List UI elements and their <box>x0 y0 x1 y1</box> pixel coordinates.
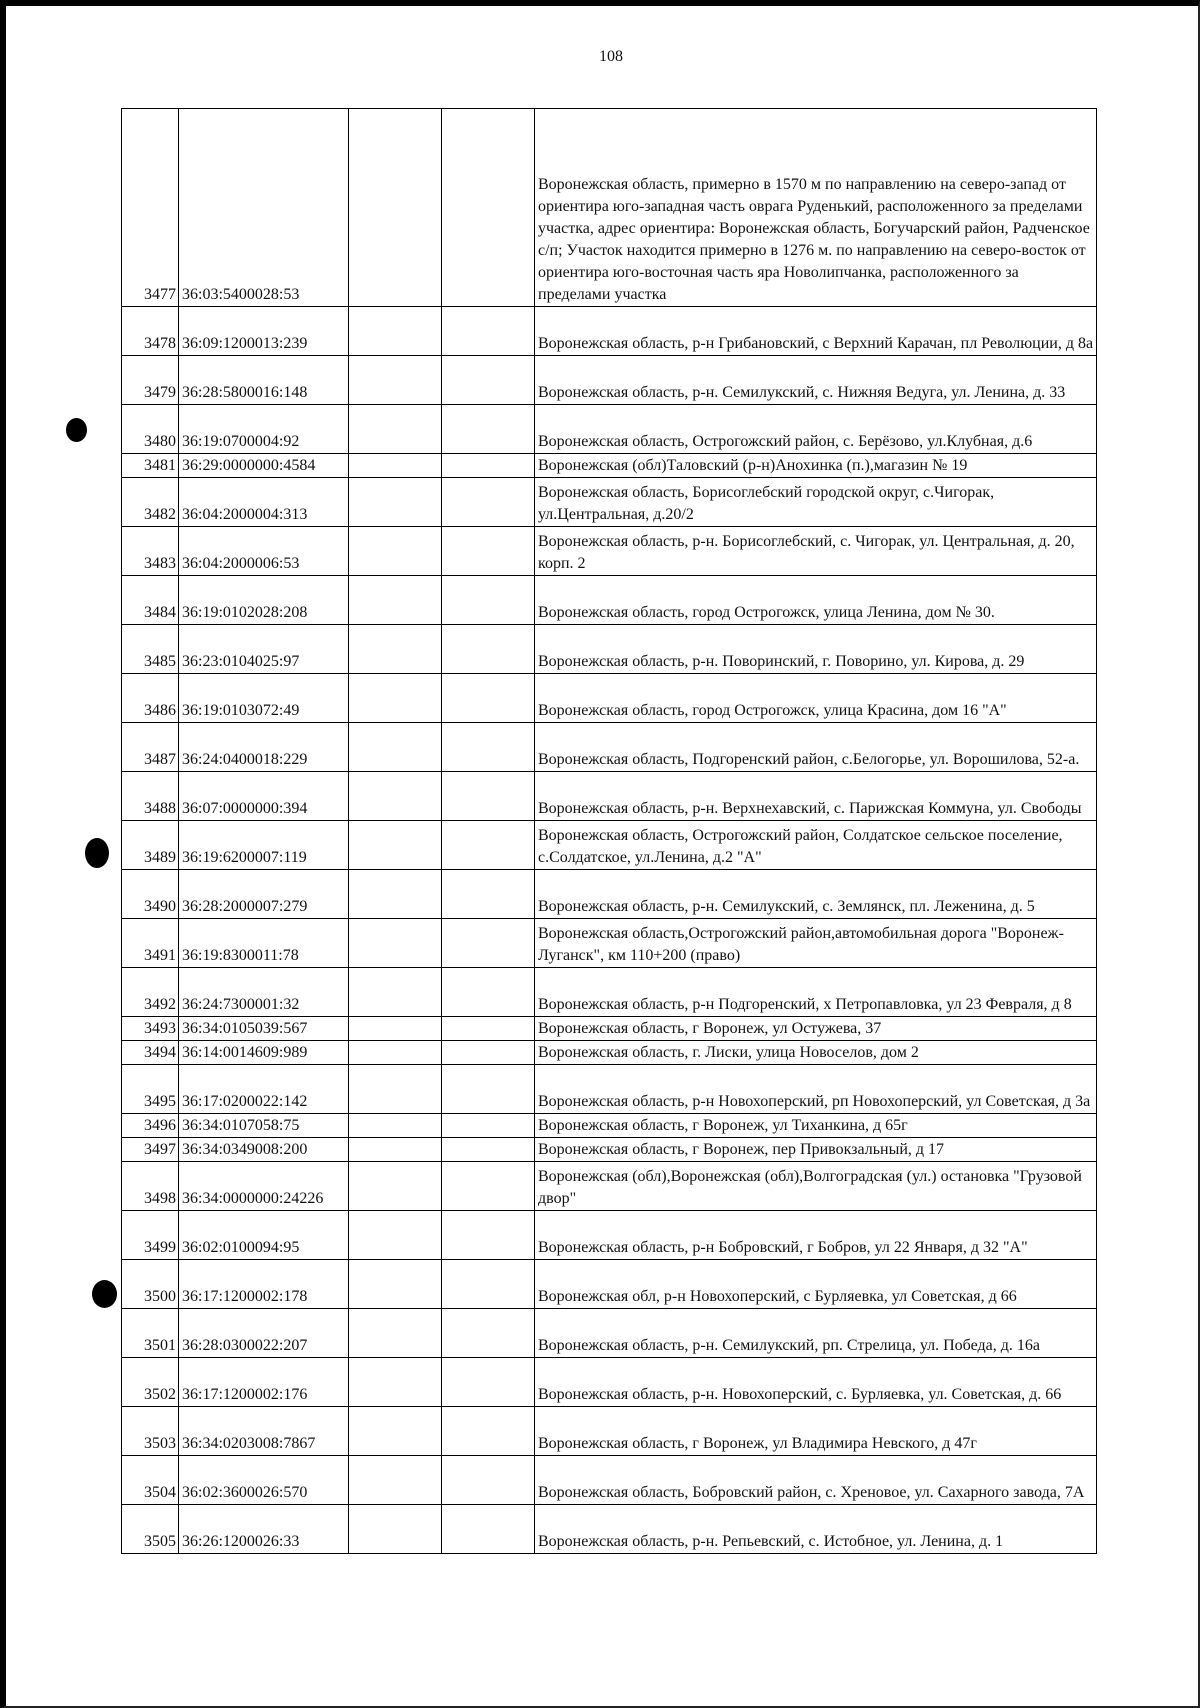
empty-cell <box>349 405 442 454</box>
cadastral-number: 36:28:5800016:148 <box>179 356 349 405</box>
table-row <box>122 1407 1097 1456</box>
cadastral-number: 36:28:0300022:207 <box>179 1309 349 1358</box>
empty-cell <box>349 1407 442 1456</box>
address-cell: Воронежская область, г Воронеж, ул Тиханкина, д 65г <box>535 1114 1097 1138</box>
address-cell: Воронежская область, г Воронеж, пер Привокзальный, д 17 <box>535 1138 1097 1162</box>
row-number: 3487 <box>122 723 179 772</box>
address-cell: Воронежская область, Бобровский район, с. Хреновое, ул. Сахарного завода, 7А <box>535 1456 1097 1505</box>
cadastral-number: 36:03:5400028:53 <box>179 109 349 307</box>
address-cell: Воронежская область, г Воронеж, ул Владимира Невского, д 47г <box>535 1407 1097 1456</box>
empty-cell <box>349 1358 442 1407</box>
empty-cell <box>442 1358 535 1407</box>
table-row <box>122 919 1097 968</box>
empty-cell <box>349 1456 442 1505</box>
table-row <box>122 1114 1097 1138</box>
table-row <box>122 1041 1097 1065</box>
cadastral-number: 36:28:2000007:279 <box>179 870 349 919</box>
row-number: 3479 <box>122 356 179 405</box>
address-cell: Воронежская область, Подгоренский район, с.Белогорье, ул. Ворошилова, 52-а. <box>535 723 1097 772</box>
row-number: 3505 <box>122 1505 179 1554</box>
empty-cell <box>349 723 442 772</box>
row-number: 3497 <box>122 1138 179 1162</box>
row-number: 3492 <box>122 968 179 1017</box>
table-row <box>122 109 1097 307</box>
cadastral-number: 36:02:0100094:95 <box>179 1211 349 1260</box>
cadastral-number: 36:19:0102028:208 <box>179 576 349 625</box>
table-row <box>122 454 1097 478</box>
row-number: 3496 <box>122 1114 179 1138</box>
empty-cell <box>349 1114 442 1138</box>
row-number: 3488 <box>122 772 179 821</box>
address-cell: Воронежская область, р-н. Репьевский, с. Истобное, ул. Ленина, д. 1 <box>535 1505 1097 1554</box>
table-row <box>122 1138 1097 1162</box>
address-cell: Воронежская область, г Воронеж, ул Остужева, 37 <box>535 1017 1097 1041</box>
empty-cell <box>349 478 442 527</box>
address-cell: Воронежская область, р-н. Новохоперский, с. Бурляевка, ул. Советская, д. 66 <box>535 1358 1097 1407</box>
cadastral-number: 36:04:2000006:53 <box>179 527 349 576</box>
table-row <box>122 1358 1097 1407</box>
cadastral-number: 36:17:0200022:142 <box>179 1065 349 1114</box>
empty-cell <box>442 478 535 527</box>
empty-cell <box>349 1041 442 1065</box>
empty-cell <box>442 919 535 968</box>
address-cell: Воронежская область, примерно в 1570 м по направлению на северо-запад от ориентира юго-западная часть оврага Руденький, расположенного за пределами участка, адрес ориентира: Воронежская область, Богучарский район, Радченское с/п; Участок находится примерно в 1276 м. по направлению на северо-восток от ориентира юго-восточная часть яра Новолипчанка, расположенного за пределами участка <box>535 109 1097 307</box>
cadastral-number: 36:34:0105039:567 <box>179 1017 349 1041</box>
cadastral-number: 36:17:1200002:176 <box>179 1358 349 1407</box>
empty-cell <box>349 1065 442 1114</box>
cadastral-number: 36:34:0107058:75 <box>179 1114 349 1138</box>
empty-cell <box>349 870 442 919</box>
row-number: 3502 <box>122 1358 179 1407</box>
address-cell: Воронежская (обл)Таловский (р-н)Анохинка (п.),магазин № 19 <box>535 454 1097 478</box>
empty-cell <box>349 821 442 870</box>
cadastral-number: 36:14:0014609:989 <box>179 1041 349 1065</box>
empty-cell <box>349 356 442 405</box>
empty-cell <box>442 1065 535 1114</box>
empty-cell <box>349 1162 442 1211</box>
table-row <box>122 576 1097 625</box>
row-number: 3486 <box>122 674 179 723</box>
row-number: 3499 <box>122 1211 179 1260</box>
table-row <box>122 1505 1097 1554</box>
empty-cell <box>349 1260 442 1309</box>
empty-cell <box>442 405 535 454</box>
cadastral-number: 36:02:3600026:570 <box>179 1456 349 1505</box>
address-cell: Воронежская область, р-н. Верхнехавский, с. Парижская Коммуна, ул. Свободы <box>535 772 1097 821</box>
address-cell: Воронежская область, г. Лиски, улица Новоселов, дом 2 <box>535 1041 1097 1065</box>
table-row <box>122 870 1097 919</box>
cadastral-number: 36:29:0000000:4584 <box>179 454 349 478</box>
address-cell: Воронежская область, р-н Бобровский, г Бобров, ул 22 Января, д 32 "А" <box>535 1211 1097 1260</box>
empty-cell <box>442 576 535 625</box>
table-row <box>122 625 1097 674</box>
empty-cell <box>442 1456 535 1505</box>
empty-cell <box>442 1260 535 1309</box>
empty-cell <box>442 1211 535 1260</box>
address-cell: Воронежская область, р-н Грибановский, с Верхний Карачан, пл Революции, д 8а <box>535 307 1097 356</box>
table-row <box>122 356 1097 405</box>
empty-cell <box>442 1407 535 1456</box>
cadastral-number: 36:34:0000000:24226 <box>179 1162 349 1211</box>
empty-cell <box>442 968 535 1017</box>
address-cell: Воронежская область, р-н. Поворинский, г. Поворино, ул. Кирова, д. 29 <box>535 625 1097 674</box>
empty-cell <box>349 1211 442 1260</box>
empty-cell <box>442 1114 535 1138</box>
property-table <box>121 108 1097 1554</box>
address-cell: Воронежская область, р-н Подгоренский, х Петропавловка, ул 23 Февраля, д 8 <box>535 968 1097 1017</box>
empty-cell <box>442 454 535 478</box>
cadastral-number: 36:07:0000000:394 <box>179 772 349 821</box>
empty-cell <box>442 723 535 772</box>
row-number: 3498 <box>122 1162 179 1211</box>
row-number: 3504 <box>122 1456 179 1505</box>
address-cell: Воронежская область, р-н Новохоперский, рп Новохоперский, ул Советская, д 3а <box>535 1065 1097 1114</box>
empty-cell <box>349 1138 442 1162</box>
table-row <box>122 674 1097 723</box>
cadastral-number: 36:34:0203008:7867 <box>179 1407 349 1456</box>
row-number: 3484 <box>122 576 179 625</box>
table-row <box>122 405 1097 454</box>
row-number: 3480 <box>122 405 179 454</box>
cadastral-number: 36:24:7300001:32 <box>179 968 349 1017</box>
empty-cell <box>349 674 442 723</box>
cadastral-number: 36:17:1200002:178 <box>179 1260 349 1309</box>
table-row <box>122 1065 1097 1114</box>
row-number: 3494 <box>122 1041 179 1065</box>
row-number: 3491 <box>122 919 179 968</box>
row-number: 3503 <box>122 1407 179 1456</box>
empty-cell <box>442 674 535 723</box>
row-number: 3481 <box>122 454 179 478</box>
empty-cell <box>442 307 535 356</box>
empty-cell <box>349 307 442 356</box>
empty-cell <box>442 1505 535 1554</box>
address-cell: Воронежская область, р-н. Семилукский, рп. Стрелица, ул. Победа, д. 16а <box>535 1309 1097 1358</box>
table-body <box>122 109 1097 1554</box>
address-cell: Воронежская область,Острогожский район,автомобильная дорога "Воронеж-Луганск", км 110+200 (право) <box>535 919 1097 968</box>
table-row <box>122 821 1097 870</box>
empty-cell <box>349 576 442 625</box>
cadastral-number: 36:24:0400018:229 <box>179 723 349 772</box>
address-cell: Воронежская область, р-н. Семилукский, с. Нижняя Ведуга, ул. Ленина, д. 33 <box>535 356 1097 405</box>
empty-cell <box>442 821 535 870</box>
cadastral-number: 36:23:0104025:97 <box>179 625 349 674</box>
empty-cell <box>442 1017 535 1041</box>
cadastral-number: 36:04:2000004:313 <box>179 478 349 527</box>
empty-cell <box>442 356 535 405</box>
address-cell: Воронежская область, Острогожский район, с. Берёзово, ул.Клубная, д.6 <box>535 405 1097 454</box>
empty-cell <box>349 454 442 478</box>
cadastral-number: 36:19:6200007:119 <box>179 821 349 870</box>
empty-cell <box>442 870 535 919</box>
table-row <box>122 527 1097 576</box>
empty-cell <box>349 527 442 576</box>
empty-cell <box>442 1041 535 1065</box>
table-row <box>122 1211 1097 1260</box>
address-cell: Воронежская область, р-н. Борисоглебский, с. Чигорак, ул. Центральная, д. 20, корп. 2 <box>535 527 1097 576</box>
row-number: 3493 <box>122 1017 179 1041</box>
empty-cell <box>442 625 535 674</box>
empty-cell <box>349 968 442 1017</box>
address-cell: Воронежская область, город Острогожск, улица Красина, дом 16 "А" <box>535 674 1097 723</box>
table-row <box>122 1017 1097 1041</box>
table-row <box>122 723 1097 772</box>
empty-cell <box>349 1309 442 1358</box>
cadastral-number: 36:34:0349008:200 <box>179 1138 349 1162</box>
punch-hole-mark <box>66 418 87 442</box>
cadastral-number: 36:09:1200013:239 <box>179 307 349 356</box>
empty-cell <box>349 1017 442 1041</box>
address-cell: Воронежская обл, р-н Новохоперский, с Бурляевка, ул Советская, д 66 <box>535 1260 1097 1309</box>
address-cell: Воронежская область, р-н. Семилукский, с. Землянск, пл. Леженина, д. 5 <box>535 870 1097 919</box>
row-number: 3489 <box>122 821 179 870</box>
empty-cell <box>442 527 535 576</box>
row-number: 3485 <box>122 625 179 674</box>
row-number: 3500 <box>122 1260 179 1309</box>
empty-cell <box>442 1162 535 1211</box>
punch-hole-mark <box>92 1280 117 1308</box>
empty-cell <box>349 109 442 307</box>
cadastral-number: 36:19:0700004:92 <box>179 405 349 454</box>
address-cell: Воронежская (обл),Воронежская (обл),Волгоградская (ул.) остановка "Грузовой двор" <box>535 1162 1097 1211</box>
empty-cell <box>442 109 535 307</box>
empty-cell <box>349 1505 442 1554</box>
row-number: 3495 <box>122 1065 179 1114</box>
row-number: 3490 <box>122 870 179 919</box>
address-cell: Воронежская область, город Острогожск, улица Ленина, дом № 30. <box>535 576 1097 625</box>
punch-hole-mark <box>85 838 109 868</box>
address-cell: Воронежская область, Борисоглебский городской округ, с.Чигорак, ул.Центральная, д.20/2 <box>535 478 1097 527</box>
empty-cell <box>349 625 442 674</box>
table-row <box>122 968 1097 1017</box>
table-row <box>122 1309 1097 1358</box>
row-number: 3483 <box>122 527 179 576</box>
page-number: 108 <box>599 48 623 65</box>
address-cell: Воронежская область, Острогожский район, Солдатское сельское поселение, с.Солдатское, ул.Ленина, д.2 "А" <box>535 821 1097 870</box>
row-number: 3482 <box>122 478 179 527</box>
empty-cell <box>349 772 442 821</box>
row-number: 3477 <box>122 109 179 307</box>
cadastral-number: 36:26:1200026:33 <box>179 1505 349 1554</box>
table-row <box>122 307 1097 356</box>
cadastral-number: 36:19:0103072:49 <box>179 674 349 723</box>
empty-cell <box>349 919 442 968</box>
table-row <box>122 772 1097 821</box>
empty-cell <box>442 1138 535 1162</box>
cadastral-number: 36:19:8300011:78 <box>179 919 349 968</box>
table-row <box>122 478 1097 527</box>
table-row <box>122 1162 1097 1211</box>
table-row <box>122 1456 1097 1505</box>
empty-cell <box>442 772 535 821</box>
row-number: 3478 <box>122 307 179 356</box>
row-number: 3501 <box>122 1309 179 1358</box>
table-row <box>122 1260 1097 1309</box>
empty-cell <box>442 1309 535 1358</box>
